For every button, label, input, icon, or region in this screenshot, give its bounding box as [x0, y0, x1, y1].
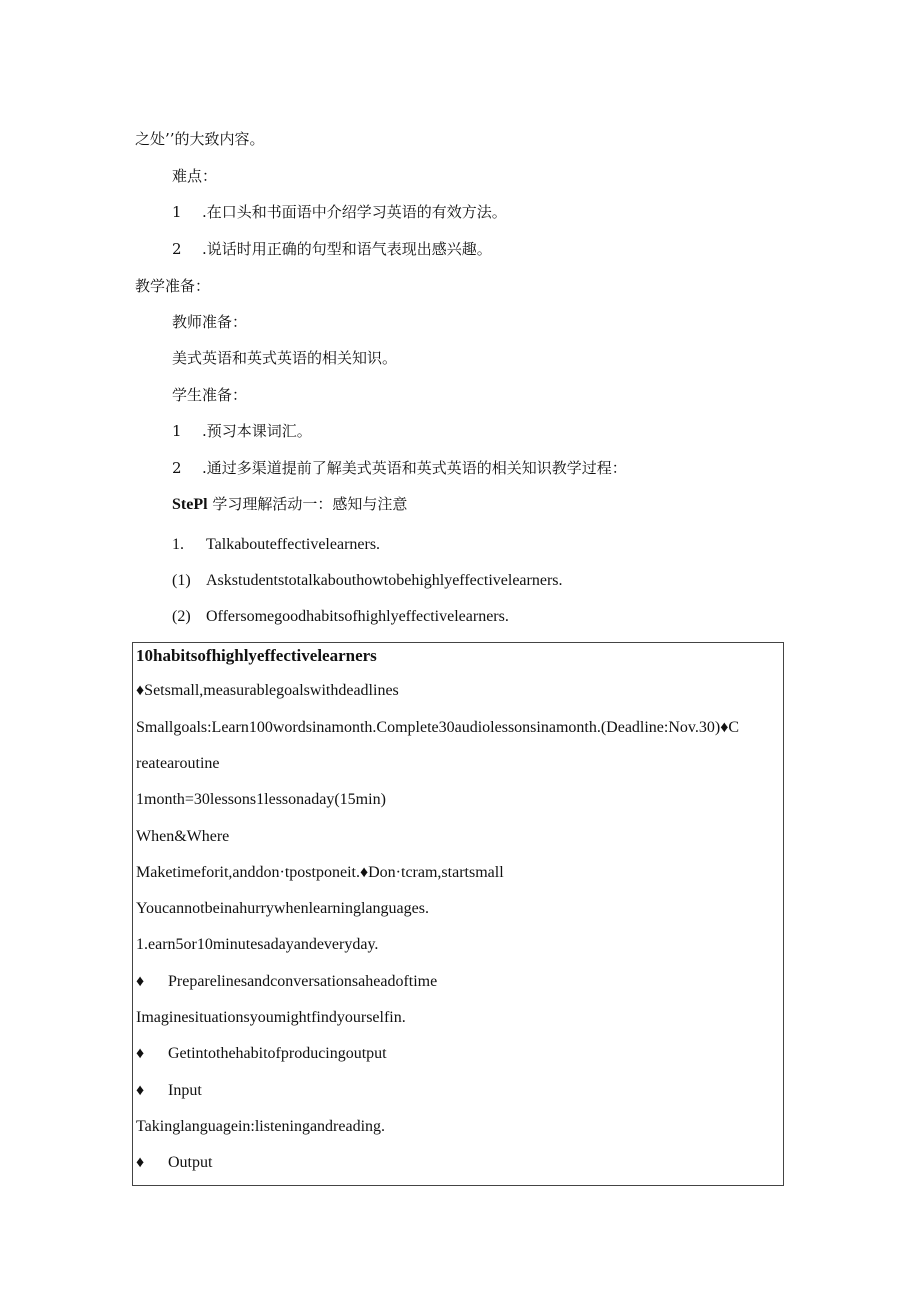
difficulty-label: 难点：	[172, 167, 218, 185]
bullet-item-output	[136, 1153, 212, 1173]
difficulty-item-1	[172, 202, 507, 222]
box-line: Imaginesituationsyoumightfindyourselfin.	[136, 1009, 406, 1026]
box-line: ♦Setsmall,measurablegoalswithdeadlines	[136, 682, 399, 699]
diamond-bullet-icon: ♦	[136, 973, 145, 990]
student-prep-item-1	[172, 421, 312, 441]
diamond-bullet-icon: ♦	[136, 1154, 145, 1171]
box-line: When&Where	[136, 828, 230, 845]
student-prep-item-2	[172, 458, 627, 478]
difficulty-number: 1	[172, 203, 182, 221]
activity-item-3	[172, 607, 509, 627]
activity-item-1	[172, 535, 380, 555]
bullet-item-output-habit	[136, 1044, 387, 1064]
activity-item-2	[172, 571, 563, 591]
bullet-text: Input	[168, 1082, 202, 1099]
box-line: Smallgoals:Learn100wordsinamonth.Complete30audiolessonsinamonth.(Deadline:Nov.30)♦C	[136, 719, 740, 736]
student-prep-text: .预习本课词汇。	[202, 422, 312, 440]
habits-box-title: 10habitsofhighlyeffectivelearners	[136, 646, 377, 665]
bullet-text: Getintothehabitofproducingoutput	[168, 1045, 387, 1062]
bullet-item-prepare	[136, 972, 437, 992]
activity-number: 1.	[172, 536, 184, 553]
student-prep-text: .通过多渠道提前了解美式英语和英式英语的相关知识教学过程：	[202, 459, 627, 477]
difficulty-text: .说话时用正确的句型和语气表现出感兴趣。	[202, 240, 492, 258]
bullet-text: Preparelinesandconversationsaheadoftime	[168, 973, 438, 990]
activity-text: Offersomegoodhabitsofhighlyeffectivelearners.	[206, 608, 509, 625]
activity-text: Askstudentstotalkabouthowtobehighlyeffectivelearners.	[206, 572, 563, 589]
bullet-text: Output	[168, 1154, 213, 1171]
teaching-prep-label: 教学准备：	[135, 277, 211, 295]
student-prep-label: 学生准备：	[172, 386, 248, 404]
box-line: Youcannotbeinahurrywhenlearninglanguages.	[136, 900, 429, 917]
step-label: StePl	[172, 496, 208, 513]
student-prep-number: 2	[172, 459, 182, 477]
difficulty-number: 2	[172, 240, 182, 258]
step-heading	[172, 494, 407, 515]
activity-number: (2)	[172, 608, 191, 625]
box-line: reatearoutine	[136, 755, 220, 772]
teacher-prep-label: 教师准备：	[172, 313, 248, 331]
box-line: 1month=30lessons1lessonaday(15min)	[136, 791, 386, 808]
activity-number: (1)	[172, 572, 191, 589]
bullet-item-input	[136, 1081, 202, 1101]
activity-text: Talkabouteffectivelearners.	[206, 536, 381, 553]
teacher-prep-text: 美式英语和英式英语的相关知识。	[172, 349, 398, 367]
student-prep-number: 1	[172, 422, 182, 440]
step-title: 学习理解活动一：感知与注意	[212, 495, 408, 513]
diamond-bullet-icon: ♦	[136, 1082, 145, 1099]
difficulty-item-2	[172, 239, 492, 259]
difficulty-text: .在口头和书面语中介绍学习英语的有效方法。	[202, 203, 507, 221]
habits-box	[132, 642, 784, 1186]
box-line: Maketimeforit,anddon·tpostponeit.♦Don·tcram,startsmall	[136, 864, 504, 881]
diamond-bullet-icon: ♦	[136, 1045, 145, 1062]
box-line: Takinglanguagein:listeningandreading.	[136, 1118, 386, 1135]
box-line: 1.earn5or10minutesadayandeveryday.	[136, 936, 379, 953]
text-line-intro: 之处’’的大致内容。	[135, 130, 265, 148]
